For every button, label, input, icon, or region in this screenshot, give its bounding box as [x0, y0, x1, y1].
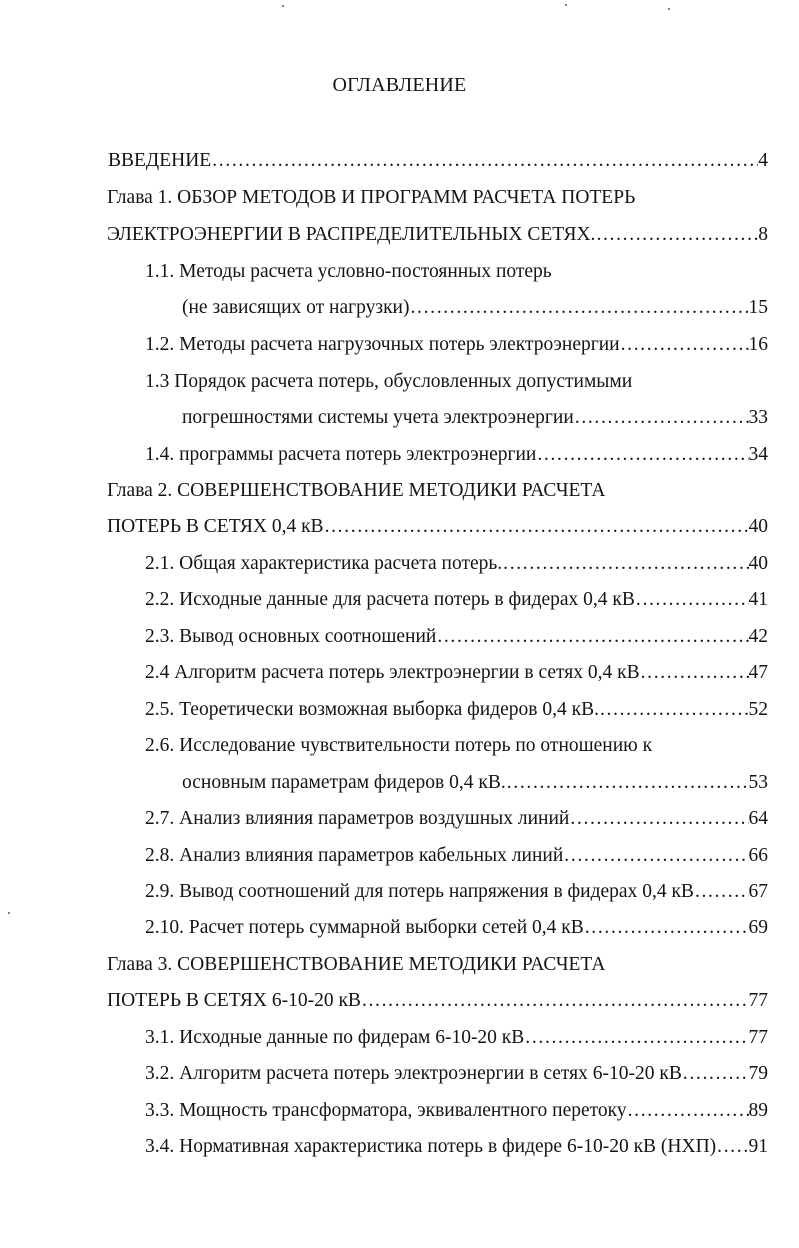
toc-entry-text: погрешностями системы учета электроэнергии — [182, 407, 574, 428]
toc-entry — [145, 258, 765, 286]
toc-entry — [107, 221, 768, 249]
toc-entry-text: 1.4. программы расчета потерь электроэнергии — [145, 444, 537, 465]
dot-leader — [694, 878, 749, 906]
toc-entry-text: 3.3. Мощность трансформатора, эквивалентного перетоку — [145, 1100, 627, 1121]
toc-entry-text: 1.1. Методы расчета условно-постоянных потерь — [145, 261, 552, 282]
toc-entry-text: ВВЕДЕНИЕ — [108, 150, 212, 171]
toc-entry — [107, 477, 767, 505]
scan-speck — [565, 4, 567, 6]
dot-leader — [324, 513, 749, 541]
dot-leader — [506, 769, 749, 797]
toc-entry-text: 2.5. Теоретически возможная выборка фидеров 0,4 кВ. — [145, 699, 599, 720]
toc-entry-page: 33 — [748, 407, 768, 428]
toc-entry-page: 64 — [748, 808, 768, 829]
toc-entry-page: 52 — [748, 699, 768, 720]
toc-entry — [107, 951, 767, 979]
toc-entry-page: 41 — [748, 589, 768, 610]
toc-entry — [145, 805, 768, 833]
toc-entry-text: ПОТЕРЬ В СЕТЯХ 6-10-20 кВ — [107, 990, 361, 1011]
toc-entry-page: 8 — [758, 224, 768, 245]
toc-entry — [145, 331, 768, 359]
toc-entry-page: 42 — [748, 626, 768, 647]
toc-entry-page: 66 — [748, 845, 768, 866]
toc-entry-text: 2.10. Расчет потерь суммарной выборки сетей 0,4 кВ — [145, 917, 584, 938]
dot-leader — [361, 987, 749, 1015]
toc-entry-page: 77 — [748, 1027, 768, 1048]
toc-entry-text: Глава 2. СОВЕРШЕНСТВОВАНИЕ МЕТОДИКИ РАСЧЕТА — [107, 480, 606, 501]
toc-entry-page: 79 — [748, 1063, 768, 1084]
toc-entry-text: 2.2. Исходные данные для расчета потерь в фидерах 0,4 кВ — [145, 589, 635, 610]
toc-entry-page: 53 — [748, 772, 768, 793]
toc-entry-page: 40 — [748, 553, 768, 574]
dot-leader — [682, 1060, 749, 1088]
toc-entry — [107, 513, 768, 541]
toc-entry-text: ПОТЕРЬ В СЕТЯХ 0,4 кВ — [107, 516, 324, 537]
toc-entry-page: 91 — [748, 1136, 768, 1157]
toc-entry — [182, 404, 768, 432]
toc-entry — [145, 586, 768, 614]
toc-entry-page: 34 — [748, 444, 768, 465]
toc-entry — [145, 441, 768, 469]
toc-entry — [145, 696, 768, 724]
dot-leader — [635, 586, 749, 614]
toc-entry-page: 4 — [758, 150, 768, 171]
toc-entry-text: 2.7. Анализ влияния параметров воздушных линий — [145, 808, 570, 829]
toc-entry-page: 16 — [748, 334, 768, 355]
toc-entry-text: 2.9. Вывод соотношений для потерь напряжения в фидерах 0,4 кВ — [145, 881, 694, 902]
toc-entry-page: 77 — [748, 990, 768, 1011]
toc-entry-text: основным параметрам фидеров 0,4 кВ. — [182, 772, 506, 793]
toc-entry-text: 2.4 Алгоритм расчета потерь электроэнергии в сетях 0,4 кВ — [145, 662, 640, 683]
dot-leader — [595, 221, 758, 249]
toc-entry — [145, 1097, 768, 1125]
dot-leader — [716, 1133, 748, 1161]
toc-entry-text: 1.2. Методы расчета нагрузочных потерь электроэнергии — [145, 334, 620, 355]
toc-entry-text: 2.3. Вывод основных соотношений — [145, 626, 437, 647]
toc-entry-text: 2.1. Общая характеристика расчета потерь. — [145, 553, 503, 574]
toc-entry — [107, 184, 767, 212]
toc-entry-text: Глава 3. СОВЕРШЕНСТВОВАНИЕ МЕТОДИКИ РАСЧЕТА — [107, 954, 606, 975]
dot-leader — [502, 550, 748, 578]
toc-entry — [145, 1024, 768, 1052]
scan-speck — [8, 912, 10, 914]
dot-leader — [640, 659, 749, 687]
dot-leader — [410, 294, 749, 322]
toc-entry-page: 47 — [748, 662, 768, 683]
toc-entry-text: 1.3 Порядок расчета потерь, обусловленных допустимыми — [145, 371, 633, 392]
toc-entry — [182, 769, 768, 797]
toc-entry — [145, 1133, 768, 1161]
dot-leader — [627, 1097, 749, 1125]
toc-entry — [107, 987, 768, 1015]
toc-entry-text: (не зависящих от нагрузки) — [182, 297, 410, 318]
toc-entry — [145, 914, 768, 942]
toc-entry-text: 2.6. Исследование чувствительности потерь по отношению к — [145, 735, 653, 756]
toc-entry-text: 3.1. Исходные данные по фидерам 6-10-20 кВ — [145, 1027, 525, 1048]
dot-leader — [620, 331, 749, 359]
toc-entry — [145, 623, 768, 651]
toc-entry-page: 69 — [748, 917, 768, 938]
toc-entry-page: 89 — [748, 1100, 768, 1121]
dot-leader — [584, 914, 749, 942]
dot-leader — [563, 842, 748, 870]
toc-entry — [145, 878, 768, 906]
toc-entry-text: 3.4. Нормативная характеристика потерь в фидере 6-10-20 кВ (НХП) — [145, 1136, 717, 1157]
toc-entry — [145, 842, 768, 870]
dot-leader — [524, 1024, 748, 1052]
dot-leader — [574, 404, 749, 432]
dot-leader — [211, 147, 758, 175]
page-title: ОГЛАВЛЕНИЕ — [332, 74, 467, 96]
toc-entry-page: 40 — [748, 516, 768, 537]
toc-entry — [145, 659, 768, 687]
toc-entry — [108, 147, 768, 175]
toc-entry-page: 15 — [748, 297, 768, 318]
toc-entry — [145, 732, 765, 760]
dot-leader — [436, 623, 748, 651]
scan-speck — [282, 5, 284, 7]
dot-leader — [569, 805, 748, 833]
toc-entry-text: ЭЛЕКТРОЭНЕРГИИ В РАСПРЕДЕЛИТЕЛЬНЫХ СЕТЯХ. — [107, 224, 596, 245]
dot-leader — [599, 696, 749, 724]
toc-entry — [145, 368, 765, 396]
scan-speck — [668, 8, 670, 10]
toc-entry-text: 2.8. Анализ влияния параметров кабельных линий — [145, 845, 564, 866]
toc-entry — [145, 1060, 768, 1088]
toc-entry-text: Глава 1. ОБЗОР МЕТОДОВ И ПРОГРАММ РАСЧЕТА ПОТЕРЬ — [107, 187, 636, 208]
toc-entry — [182, 294, 768, 322]
dot-leader — [536, 441, 748, 469]
toc-entry-text: 3.2. Алгоритм расчета потерь электроэнергии в сетях 6-10-20 кВ — [145, 1063, 682, 1084]
toc-entry — [145, 550, 768, 578]
toc-entry-page: 67 — [748, 881, 768, 902]
